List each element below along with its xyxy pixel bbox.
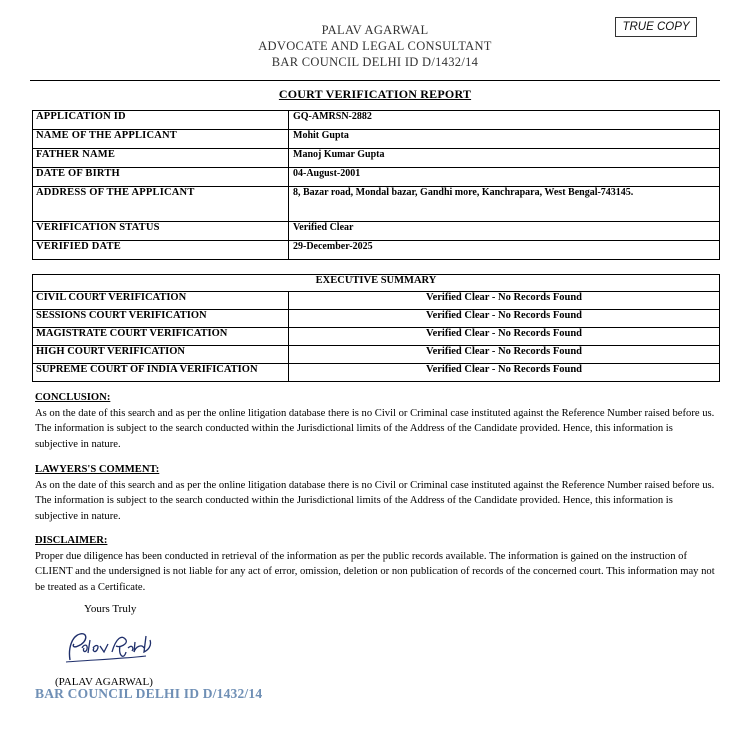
detail-label: APPLICATION ID bbox=[33, 111, 289, 130]
table-row bbox=[33, 222, 720, 241]
conclusion-heading: CONCLUSION: bbox=[35, 392, 111, 403]
table-row bbox=[33, 168, 720, 187]
lawyers-comment-text: As on the date of this search and as per the online litigation database there is no Civil or Criminal case instituted against the Reference Number raised before us. The information is subject to the search conducted within the Jurisdictional limits of the Address of the Candidate provided. Hence, this information is subjective in nature. bbox=[35, 479, 715, 522]
report-title: COURT VERIFICATION REPORT bbox=[278, 87, 472, 101]
table-row bbox=[33, 111, 720, 130]
summary-value: Verified Clear - No Records Found bbox=[289, 364, 720, 382]
signatory-name: (PALAV AGARWAL) bbox=[55, 676, 153, 688]
summary-label: SESSIONS COURT VERIFICATION bbox=[33, 310, 289, 328]
detail-label: VERIFIED DATE bbox=[33, 241, 289, 260]
table-row bbox=[33, 346, 720, 364]
summary-value: Verified Clear - No Records Found bbox=[289, 328, 720, 346]
detail-label: DATE OF BIRTH bbox=[33, 168, 289, 187]
advocate-role: ADVOCATE AND LEGAL CONSULTANT bbox=[258, 39, 492, 53]
table-row bbox=[33, 187, 720, 222]
summary-value: Verified Clear - No Records Found bbox=[289, 310, 720, 328]
applicant-details-table bbox=[32, 110, 720, 260]
lawyers-comment-heading: LAWYERS'S COMMENT: bbox=[35, 464, 160, 475]
table-header-row bbox=[33, 275, 720, 292]
summary-label: SUPREME COURT OF INDIA VERIFICATION bbox=[33, 364, 289, 382]
summary-heading: EXECUTIVE SUMMARY bbox=[33, 275, 720, 292]
detail-label: FATHER NAME bbox=[33, 149, 289, 168]
lawyers-comment-section bbox=[35, 462, 715, 524]
true-copy-stamp: TRUE COPY bbox=[615, 17, 697, 37]
summary-label: HIGH COURT VERIFICATION bbox=[33, 346, 289, 364]
closing-salutation: Yours Truly bbox=[84, 603, 137, 615]
executive-summary-table bbox=[32, 274, 720, 382]
detail-label: VERIFICATION STATUS bbox=[33, 222, 289, 241]
detail-label: ADDRESS OF THE APPLICANT bbox=[33, 187, 289, 222]
summary-label: CIVIL COURT VERIFICATION bbox=[33, 292, 289, 310]
table-row bbox=[33, 130, 720, 149]
detail-value: Manoj Kumar Gupta bbox=[289, 149, 720, 168]
detail-value: GQ-AMRSN-2882 bbox=[289, 111, 720, 130]
signatory-bar-id: BAR COUNCIL DELHI ID D/1432/14 bbox=[35, 686, 263, 701]
conclusion-text: As on the date of this search and as per the online litigation database there is no Civil or Criminal case instituted against the Reference Number raised before us. The information is subject to the search conducted within the Jurisdictional limits of the Address of the Candidate provided. Hence, this information is subjective in nature. bbox=[35, 407, 715, 450]
summary-value: Verified Clear - No Records Found bbox=[289, 292, 720, 310]
table-row bbox=[33, 292, 720, 310]
detail-label: NAME OF THE APPLICANT bbox=[33, 130, 289, 149]
summary-value: Verified Clear - No Records Found bbox=[289, 346, 720, 364]
detail-value: Mohit Gupta bbox=[289, 130, 720, 149]
disclaimer-heading: DISCLAIMER: bbox=[35, 535, 108, 546]
table-row bbox=[33, 328, 720, 346]
detail-value: Verified Clear bbox=[289, 222, 720, 241]
advocate-bar-id: BAR COUNCIL DELHI ID D/1432/14 bbox=[271, 55, 479, 69]
conclusion-section bbox=[35, 390, 715, 452]
table-row bbox=[33, 149, 720, 168]
detail-value: 29-December-2025 bbox=[289, 241, 720, 260]
disclaimer-text: Proper due diligence has been conducted in retrieval of the information as per the public records available. The information is gained on the instruction of CLIENT and the undersigned is not liable for any act of error, omission, deletion or non publication of records of the concerned court. This information may not be treated as a Certificate. bbox=[35, 550, 715, 593]
disclaimer-section bbox=[35, 533, 715, 595]
table-row bbox=[33, 364, 720, 382]
detail-value: 8, Bazar road, Mondal bazar, Gandhi more, Kanchrapara, West Bengal-743145. bbox=[289, 187, 720, 222]
table-row bbox=[33, 241, 720, 260]
advocate-name: PALAV AGARWAL bbox=[321, 23, 429, 37]
summary-label: MAGISTRATE COURT VERIFICATION bbox=[33, 328, 289, 346]
table-row bbox=[33, 310, 720, 328]
header-divider bbox=[30, 80, 720, 81]
detail-value: 04-August-2001 bbox=[289, 168, 720, 187]
handwritten-signature bbox=[60, 626, 160, 668]
